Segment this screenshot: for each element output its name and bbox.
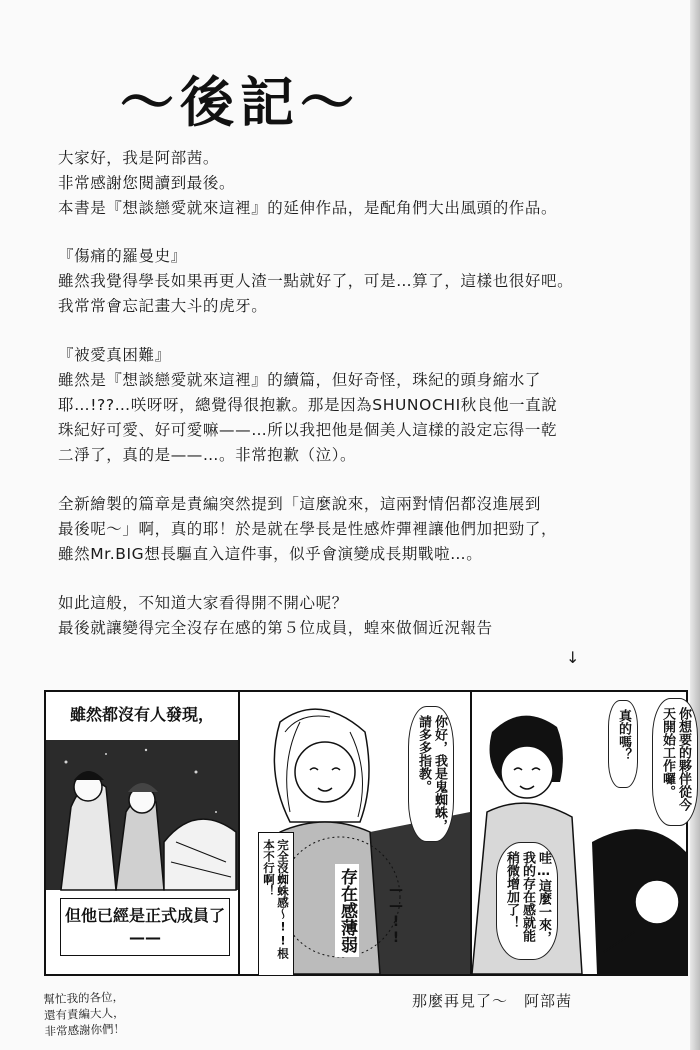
small-bubble: 完全沒蜘蛛感～!!根本不行啊！	[258, 832, 294, 976]
exclaim-text: ——!!	[388, 882, 404, 946]
page-title: ～後記～	[120, 70, 360, 134]
text-line: 耶…!??…咲呀呀，總覺得很抱歉。那是因為SHUNOCHI秋良他一直說	[58, 396, 558, 414]
comic-panel-1	[46, 692, 240, 974]
caption-top: 雖然都沒有人發現，	[50, 702, 234, 725]
page-edge	[690, 0, 700, 1050]
speech-bubble: 你好，我是鬼蜘蛛，請多多指教。	[408, 706, 454, 842]
thanks-note	[43, 989, 125, 1040]
comic-panel-2	[240, 692, 472, 974]
comic-strip	[44, 690, 691, 976]
section-heading: 『被愛真困難』	[58, 346, 171, 364]
speech-bubble: 真的嗎？	[608, 700, 638, 788]
text-line: 雖然是『想談戀愛就來這裡』的續篇，但好奇怪，珠紀的頭身縮水了	[58, 371, 542, 389]
down-arrow-icon: ↓	[566, 648, 580, 667]
text-line: 全新繪製的篇章是責編突然提到「這麼說來，這兩對情侶都沒進展到	[58, 495, 542, 513]
text-line: 雖然我覺得學長如果再更人渣一點就好了，可是…算了，這樣也很好吧。	[58, 272, 574, 290]
section-heading: 『傷痛的羅曼史』	[58, 247, 187, 265]
text-line: 二淨了，真的是——…。非常抱歉（泣）。	[58, 446, 357, 464]
text-line: 雖然Mr.BIG想長驅直入這件事，似乎會演變成長期戰啦…。	[58, 545, 483, 563]
center-text: 存在感薄弱	[335, 864, 359, 957]
comic-panel-3	[472, 692, 691, 974]
thanks-line: 非常感謝你們！	[44, 1021, 126, 1039]
thanks-line: 還有責編大人，	[43, 1005, 125, 1023]
text-line: 本書是『想談戀愛就來這裡』的延伸作品，是配角們大出風頭的作品。	[58, 199, 558, 217]
thanks-line: 幫忙我的各位，	[43, 989, 125, 1007]
speech-bubble: 哇…這麼一來，我的存在感就能稍微增加了！	[496, 842, 558, 960]
text-line: 如此這般，不知道大家看得開不開心呢？	[58, 594, 348, 612]
text-line: 最後呢～」啊，真的耶！於是就在學長是性感炸彈裡讓他們加把勁了，	[58, 520, 558, 538]
speech-bubble: 你想要的夥伴從今天開始工作囉。	[652, 698, 698, 826]
caption-bottom: 但他已經是正式成員了——	[60, 898, 230, 956]
text-line: 非常感謝您閱讀到最後。	[58, 174, 236, 192]
text-line: 大家好，我是阿部茜。	[58, 149, 220, 167]
text-line: 珠紀好可愛、好可愛嘛——…所以我把他是個美人這樣的設定忘得一乾	[58, 421, 558, 439]
text-line: 我常常會忘記畫大斗的虎牙。	[58, 297, 268, 315]
signoff: 那麼再見了～ 阿部茜	[412, 992, 573, 1010]
text-line: 最後就讓變得完全沒存在感的第５位成員，蝗來做個近況報告	[58, 619, 493, 637]
